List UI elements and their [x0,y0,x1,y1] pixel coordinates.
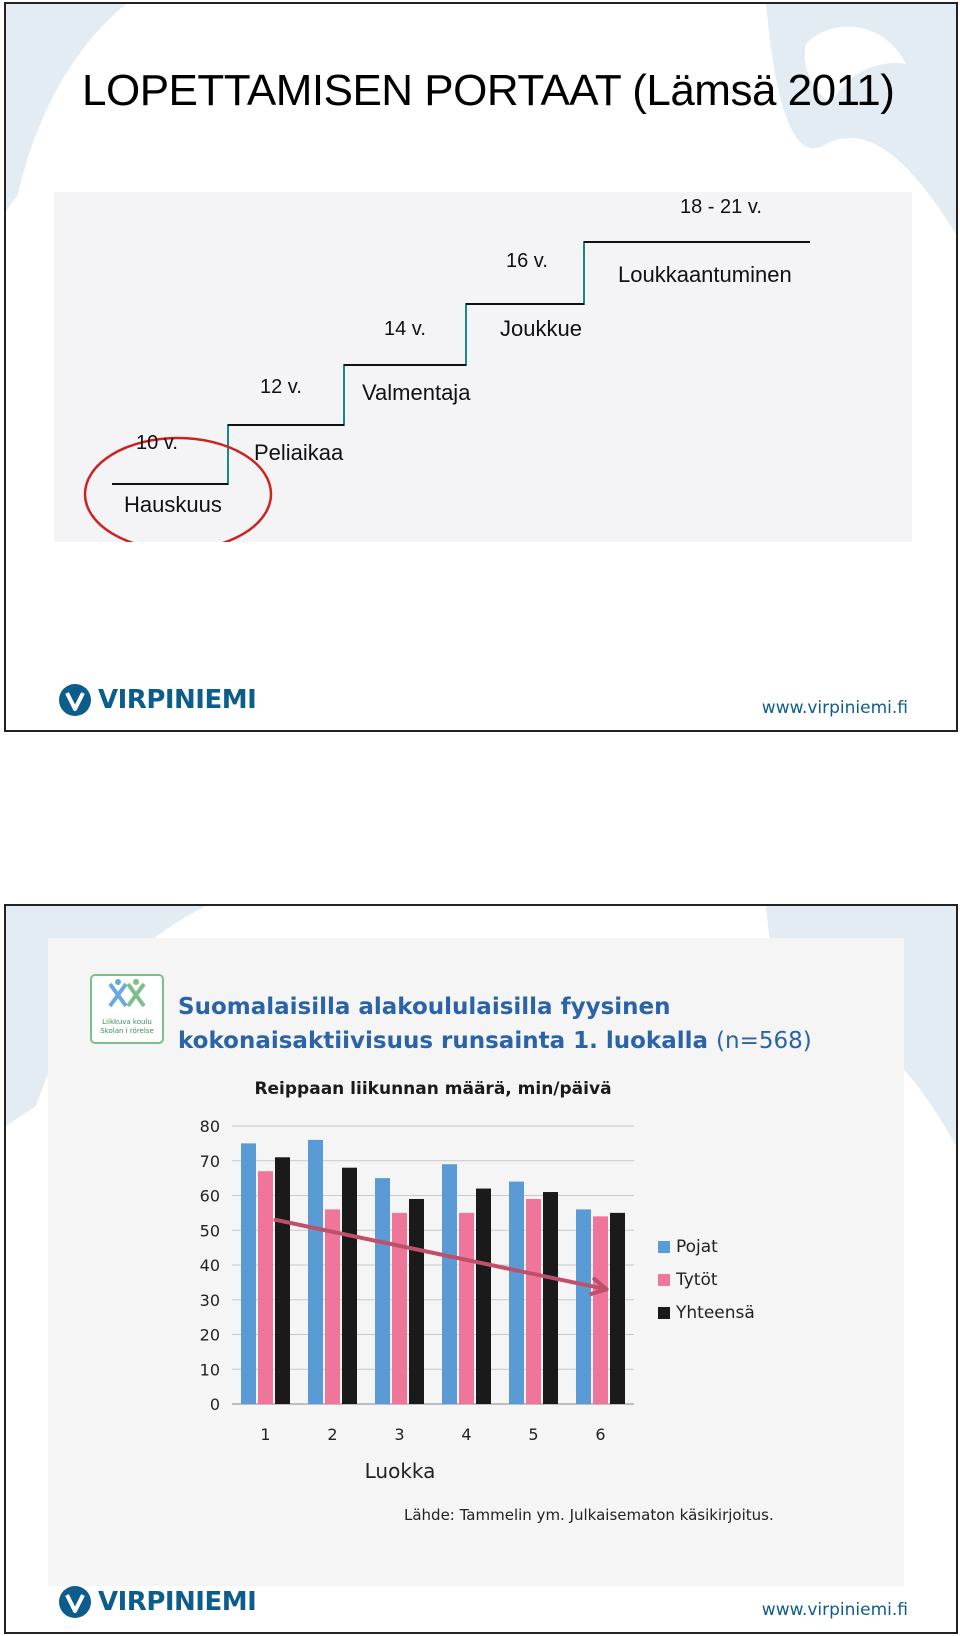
footer-url[interactable]: www.virpiniemi.fi [761,1600,908,1620]
slide-chart [4,904,958,1634]
chart-panel [48,938,904,1586]
x-tick-label: 3 [394,1425,405,1444]
legend-swatch-yhteensä [658,1307,670,1319]
headline-line-1: Suomalaisilla alakoululaisilla fyysinen [178,994,671,1020]
step-label-peliaikaa: Peliaikaa [254,440,344,465]
bar-tytöt-6 [593,1216,608,1404]
step-label-hauskuus: Hauskuus [124,492,222,517]
x-tick-label: 4 [461,1425,472,1444]
headline-line-2: kokonaisaktiivisuus runsainta 1. luokalla [178,1028,709,1054]
footer-brand: VIRPINIEMI [98,1587,257,1617]
y-tick-label: 20 [199,1325,220,1345]
bar-yhteensä-1 [275,1157,290,1404]
step-label-joukkue: Joukkue [500,316,582,341]
bar-pojat-6 [576,1209,591,1404]
legend-label-pojat: Pojat [676,1237,718,1257]
chart-source: Lähde: Tammelin ym. Julkaisematon käsikirjoitus. [404,1506,774,1524]
bar-tytöt-1 [258,1171,273,1404]
age-label-10: 10 v. [136,432,178,454]
bar-yhteensä-4 [476,1189,491,1404]
footer-logo [58,680,256,720]
slide-stairs [4,2,958,732]
y-tick-label: 0 [209,1395,220,1414]
step-label-valmentaja: Valmentaja [362,380,471,405]
y-tick-label: 70 [199,1151,220,1171]
step-label-loukkaantuminen: Loukkaantuminen [618,262,792,287]
logo-caption: Liikkuva koulu Skolan i rörelse [100,1018,154,1035]
bar-pojat-5 [509,1182,524,1404]
x-tick-label: 2 [327,1425,338,1444]
y-tick-label: 50 [199,1221,220,1241]
bar-yhteensä-5 [543,1192,558,1404]
age-label-18-21: 18 - 21 v. [680,196,762,218]
virpiniemi-logo-icon [58,1585,92,1619]
x-axis-label: Luokka [364,1459,436,1483]
headline-sample-size: (n=568) [716,1028,812,1054]
y-tick-label: 30 [199,1290,220,1310]
bar-tytöt-5 [526,1199,541,1404]
virpiniemi-logo-icon [58,683,92,717]
age-label-14: 14 v. [384,318,426,340]
footer-brand: VIRPINIEMI [98,685,257,715]
legend-swatch-pojat [658,1241,670,1253]
legend-swatch-tytöt [658,1274,670,1286]
slide-title: LOPETTAMISEN PORTAAT (Lämsä 2011) [82,66,895,115]
y-tick-label: 10 [199,1360,220,1380]
bar-yhteensä-2 [342,1168,357,1404]
footer-url[interactable]: www.virpiniemi.fi [761,698,908,718]
x-tick-label: 1 [260,1425,271,1444]
bar-pojat-2 [308,1140,323,1404]
bar-yhteensä-3 [409,1199,424,1404]
y-tick-label: 80 [199,1117,220,1136]
bar-tytöt-2 [325,1209,340,1404]
age-label-12: 12 v. [260,376,302,398]
stairs-lines [54,192,912,542]
bar-pojat-3 [375,1178,390,1404]
bar-tytöt-3 [392,1213,407,1404]
legend-label-tytöt: Tytöt [676,1270,718,1290]
stairs-diagram [54,192,912,542]
bar-pojat-1 [241,1143,256,1404]
bar-yhteensä-6 [610,1213,625,1404]
x-tick-label: 5 [528,1425,539,1444]
footer-logo [58,1582,256,1622]
chart-title: Reippaan liikunnan määrä, min/päivä [254,1079,612,1099]
y-tick-label: 60 [199,1186,220,1206]
bar-pojat-4 [442,1164,457,1404]
y-tick-label: 40 [199,1256,220,1275]
bar-chart [48,938,904,1586]
x-tick-label: 6 [595,1425,606,1444]
legend-label-yhteensä: Yhteensä [676,1303,755,1323]
highlight-circle [85,438,271,542]
bar-tytöt-4 [459,1213,474,1404]
age-label-16: 16 v. [506,250,548,272]
